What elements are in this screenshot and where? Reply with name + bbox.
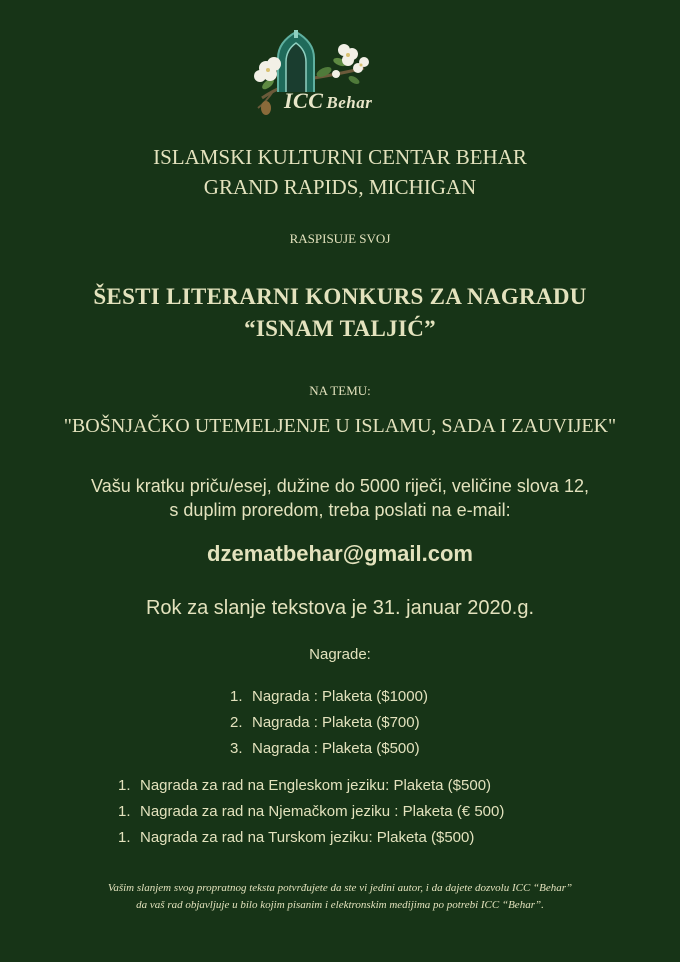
deadline-text: Rok za slanje tekstova je 31. januar 2020.g.: [145, 597, 535, 619]
logo-name: ICC: [284, 88, 324, 113]
award-name: “ISNAM TALJIĆ”: [244, 316, 436, 341]
prize-number: 3.: [230, 740, 243, 757]
prizes-label: Nagrade:: [309, 646, 371, 663]
instructions-line-2: s duplim proredom, treba poslati na e-mail:: [169, 500, 511, 520]
contest-title: ŠESTI LITERARNI KONKURS ZA NAGRADU: [93, 284, 587, 309]
footer-line-1: Vašim slanjem svog propratnog teksta potvrđujete da ste vi jedini autor, i da dajete dozvolu ICC “Behar”: [107, 882, 573, 894]
list-item: [230, 684, 428, 710]
prize-text: Nagrada : Plaketa ($700): [252, 714, 420, 731]
prize-text: Nagrada za rad na Engleskom jeziku: Plaketa ($500): [140, 777, 492, 794]
prize-number: 1.: [230, 688, 243, 705]
list-item: [118, 825, 504, 851]
theme-text: "BOŠNJAČKO UTEMELJENJE U ISLAMU, SADA I ZAUVIJEK": [63, 415, 617, 437]
main-prizes-list: [230, 684, 428, 762]
icc-behar-logo: [244, 28, 440, 120]
announces-text: RASPISUJE SVOJ: [289, 231, 391, 246]
prize-text: Nagrada : Plaketa ($1000): [252, 688, 428, 705]
footer-line-2: da vaš rad objavljuje u bilo kojim pisanim i elektronskim medijima po potrebi ICC “Behar”.: [136, 899, 544, 911]
logo-suffix: Behar: [326, 93, 373, 112]
prize-number: 1.: [118, 829, 131, 846]
theme-label: NA TEMU:: [309, 383, 371, 398]
list-item: [118, 799, 504, 825]
list-item: [230, 736, 428, 762]
language-prizes-list: [118, 773, 504, 851]
prize-number: 1.: [118, 777, 131, 794]
prize-text: Nagrada za rad na Turskom jeziku: Plaketa ($500): [140, 829, 475, 846]
organization-name: ISLAMSKI KULTURNI CENTAR BEHAR: [153, 145, 527, 169]
list-item: [230, 710, 428, 736]
organization-location: GRAND RAPIDS, MICHIGAN: [203, 175, 477, 199]
logo-text: [284, 88, 372, 114]
instructions-line-1: Vašu kratku priču/esej, dužine do 5000 riječi, veličine slova 12,: [91, 476, 589, 496]
prize-text: Nagrada za rad na Njemačkom jeziku : Plaketa (€ 500): [140, 803, 505, 820]
list-item: [118, 773, 504, 799]
prize-number: 1.: [118, 803, 131, 820]
prize-text: Nagrada : Plaketa ($500): [252, 740, 420, 757]
prize-number: 2.: [230, 714, 243, 731]
contact-email[interactable]: dzematbehar@gmail.com: [207, 541, 473, 566]
